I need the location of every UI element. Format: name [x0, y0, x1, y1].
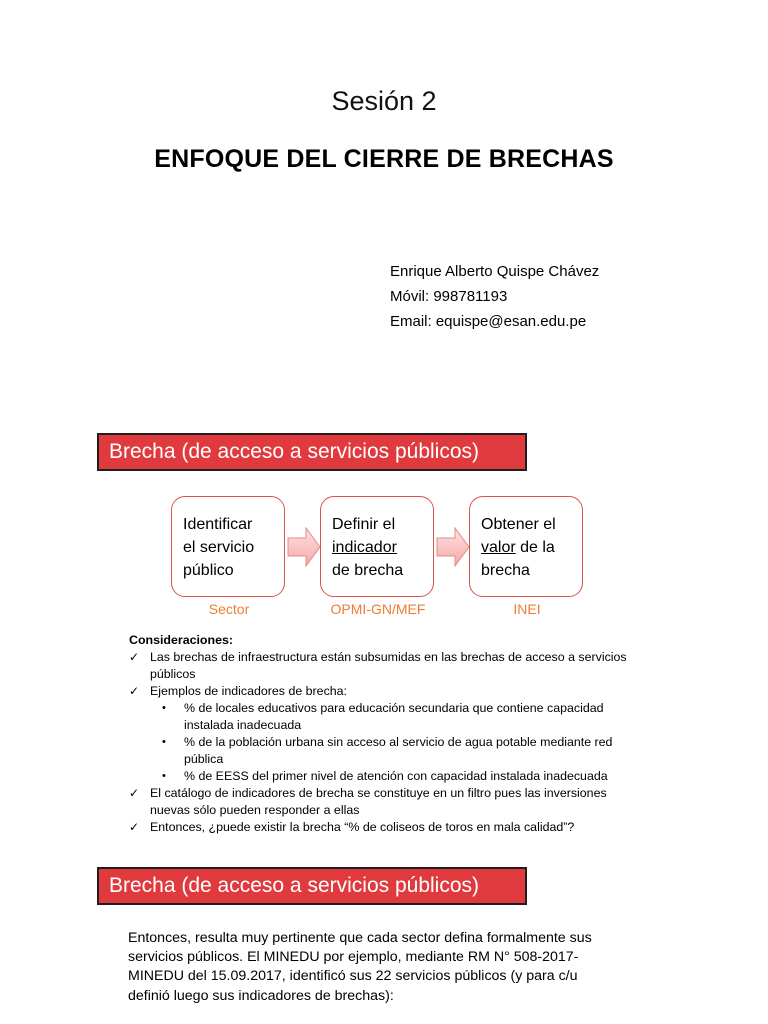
checkmark-icon: ✓	[129, 786, 140, 800]
bullet-icon: •	[162, 736, 166, 748]
author-phone: Móvil: 998781193	[390, 288, 508, 305]
considerations-block	[129, 632, 649, 836]
arrow-right-icon	[436, 527, 470, 567]
flow-step-2-line-1: Definir el	[332, 516, 396, 533]
bullet-list-item	[129, 700, 649, 734]
arrow-right-icon	[287, 527, 321, 567]
flow-caption-opmi: OPMI-GN/MEF	[330, 601, 426, 617]
page-title: ENFOQUE DEL CIERRE DE BRECHAS	[154, 145, 614, 173]
flow-step-3-line-3: brecha	[481, 562, 530, 579]
flow-caption-inei: INEI	[513, 601, 541, 617]
flow-step-define	[320, 496, 434, 597]
flow-step-obtain	[469, 496, 583, 597]
checkmark-icon: ✓	[129, 684, 140, 698]
check-list-item	[129, 785, 649, 819]
check-item-text: Entonces, ¿puede existir la brecha “% de coliseos de toros en mala calidad”?	[150, 820, 575, 834]
bullet-item-text: % de locales educativos para educación secundaria que contiene capacidad instalada inadecuada	[184, 701, 604, 732]
section-banner-1: Brecha (de acceso a servicios públicos)	[97, 433, 527, 471]
check-item-text: Las brechas de infraestructura están subsumidas en las brechas de acceso a servicios públicos	[150, 650, 627, 681]
check-item-text: El catálogo de indicadores de brecha se constituye en un filtro pues las inversiones nuevas sólo pueden responder a ellas	[150, 786, 607, 817]
flow-step-identify	[171, 496, 285, 597]
author-email: Email: equispe@esan.edu.pe	[390, 313, 587, 330]
flow-step-1-line-1: Identificar	[183, 516, 253, 533]
flow-step-1-line-2: el servicio	[183, 539, 255, 556]
session-title: Sesión 2	[331, 86, 437, 116]
flow-step-3-line-2	[481, 536, 582, 559]
author-block	[390, 259, 599, 334]
bullet-item-text: % de EESS del primer nivel de atención con capacidad instalada inadecuada	[184, 769, 608, 783]
author-name: Enrique Alberto Quispe Chávez	[390, 263, 600, 280]
bullet-icon: •	[162, 770, 166, 782]
flow-caption-sector: Sector	[208, 601, 250, 617]
check-list-item	[129, 683, 649, 700]
bullet-list-item	[129, 734, 649, 768]
bullet-item-text: % de la población urbana sin acceso al servicio de agua potable mediante red pública	[184, 735, 613, 766]
section-banner-2: Brecha (de acceso a servicios públicos)	[97, 867, 527, 905]
bullet-icon: •	[162, 702, 166, 714]
flow-step-3-underlined: valor	[481, 539, 516, 556]
flow-step-2-line-3: de brecha	[332, 562, 404, 579]
flow-step-2-underlined: indicador	[332, 539, 397, 556]
checkmark-icon: ✓	[129, 650, 140, 664]
body-paragraph: Entonces, resulta muy pertinente que cada sector defina formalmente sus servicios públicos. El MINEDU por ejemplo, mediante RM N° 508-2017-MINEDU del 15.09.2017, identificó sus 22 servicios públicos (y para c/u definió luego sus indicadores de brechas):	[128, 930, 592, 1004]
bullet-list-item	[129, 768, 649, 785]
check-item-text: Ejemplos de indicadores de brecha:	[150, 684, 347, 698]
check-list-item	[129, 819, 649, 836]
flow-step-1-line-3: público	[183, 562, 234, 579]
flow-step-3-after: de la	[515, 539, 555, 556]
checkmark-icon: ✓	[129, 820, 140, 834]
flow-step-3-line-1: Obtener el	[481, 516, 556, 533]
flow-step-2-line-2	[332, 536, 433, 559]
check-list-item	[129, 649, 649, 683]
considerations-heading: Consideraciones:	[129, 633, 233, 647]
